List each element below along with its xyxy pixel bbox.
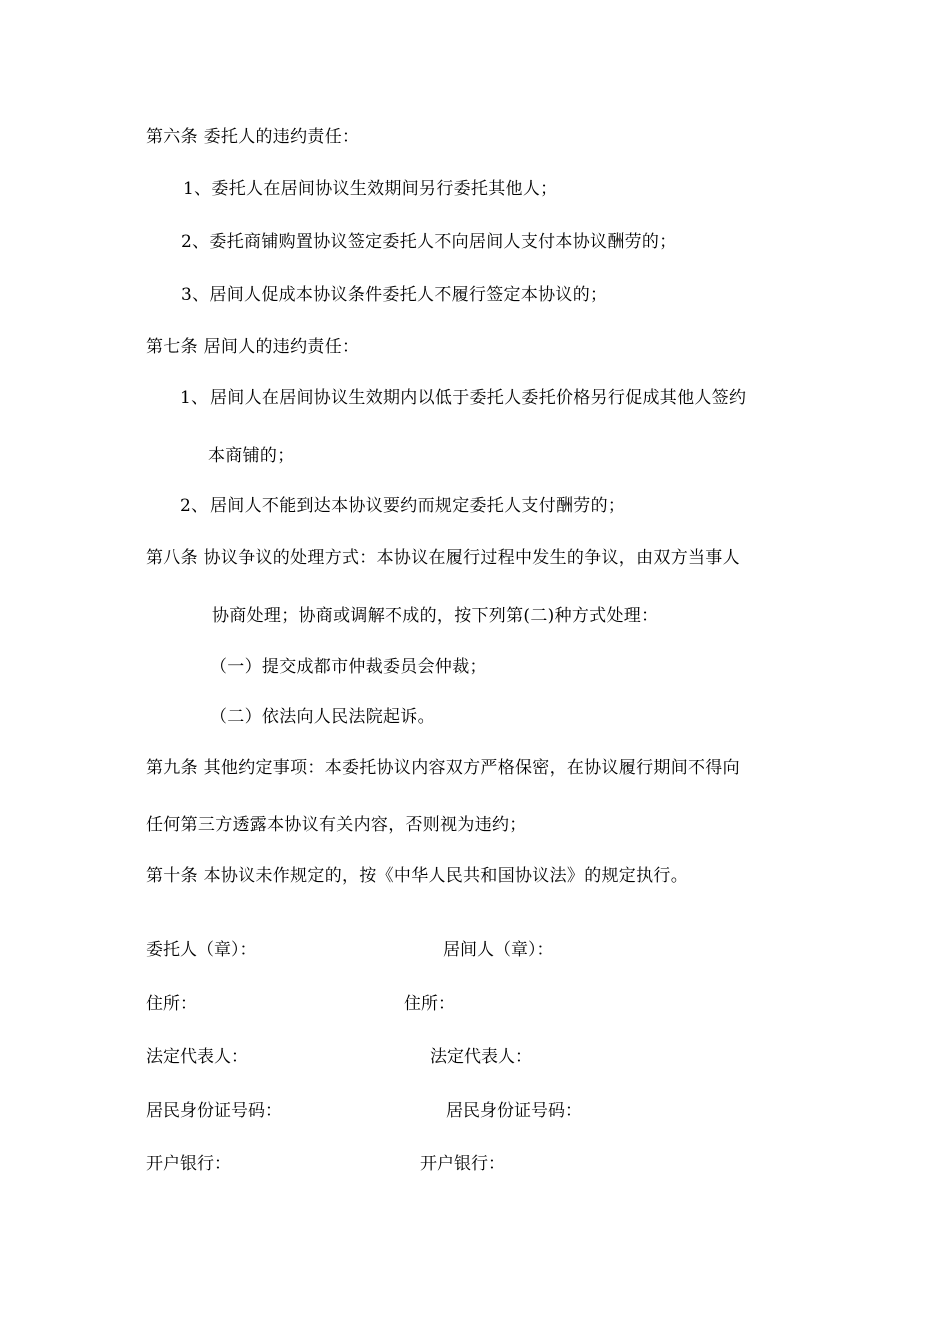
article-8-option-2: （二）依法向人民法院起诉。 (210, 707, 435, 727)
intermediary-representative-label: 法定代表人： (430, 1047, 532, 1067)
intermediary-id-label: 居民身份证号码： (446, 1101, 582, 1121)
intermediary-bank-label: 开户银行： (420, 1154, 505, 1174)
intermediary-address-label: 住所： (404, 994, 455, 1014)
article-8-line-2: 协商处理；协商或调解不成的，按下列第(二)种方式处理： (212, 606, 659, 626)
article-6-item-1: 1、委托人在居间协议生效期间另行委托其他人； (183, 179, 558, 199)
principal-representative-label: 法定代表人： (146, 1047, 248, 1067)
article-6-item-3: 3、居间人促成本协议条件委托人不履行签定本协议的； (181, 285, 608, 305)
article-7-item-1-number: 1、 (180, 388, 209, 408)
article-9-line-2: 任何第三方透露本协议有关内容，否则视为违约； (146, 815, 527, 835)
article-6-item-2: 2、委托商铺购置协议签定委托人不向居间人支付本协议酬劳的； (181, 232, 677, 252)
article-7-heading: 第七条 居间人的违约责任： (146, 337, 360, 357)
article-8-option-1: （一）提交成都市仲裁委员会仲裁； (210, 657, 487, 677)
principal-bank-label: 开户银行： (146, 1154, 231, 1174)
article-7-item-1-line-2: 本商铺的； (208, 446, 295, 466)
article-10-text: 第十条 本协议未作规定的，按《中华人民共和国协议法》的规定执行。 (146, 866, 689, 886)
signature-row-representative (0, 1047, 950, 1069)
article-7-item-2-text: 居间人不能到达本协议要约而规定委托人支付酬劳的； (210, 496, 626, 516)
article-6-heading: 第六条 委托人的违约责任： (146, 127, 360, 147)
article-9-line-1: 第九条 其他约定事项：本委托协议内容双方严格保密，在协议履行期间不得向 (146, 758, 740, 778)
article-7-item-1-line-1: 居间人在居间协议生效期内以低于委托人委托价格另行促成其他人签约 (210, 388, 747, 408)
signature-row-seal (0, 940, 950, 962)
article-7-item-2-number: 2、 (180, 496, 209, 516)
signature-row-id-number (0, 1101, 950, 1123)
article-8-line-1: 第八条 协议争议的处理方式：本协议在履行过程中发生的争议，由双方当事人 (146, 548, 740, 568)
principal-id-label: 居民身份证号码： (146, 1101, 282, 1121)
principal-address-label: 住所： (146, 994, 197, 1014)
principal-seal-label: 委托人（章）： (146, 940, 257, 960)
intermediary-seal-label: 居间人（章）： (443, 940, 554, 960)
signature-row-bank (0, 1154, 950, 1176)
signature-row-address (0, 994, 950, 1016)
